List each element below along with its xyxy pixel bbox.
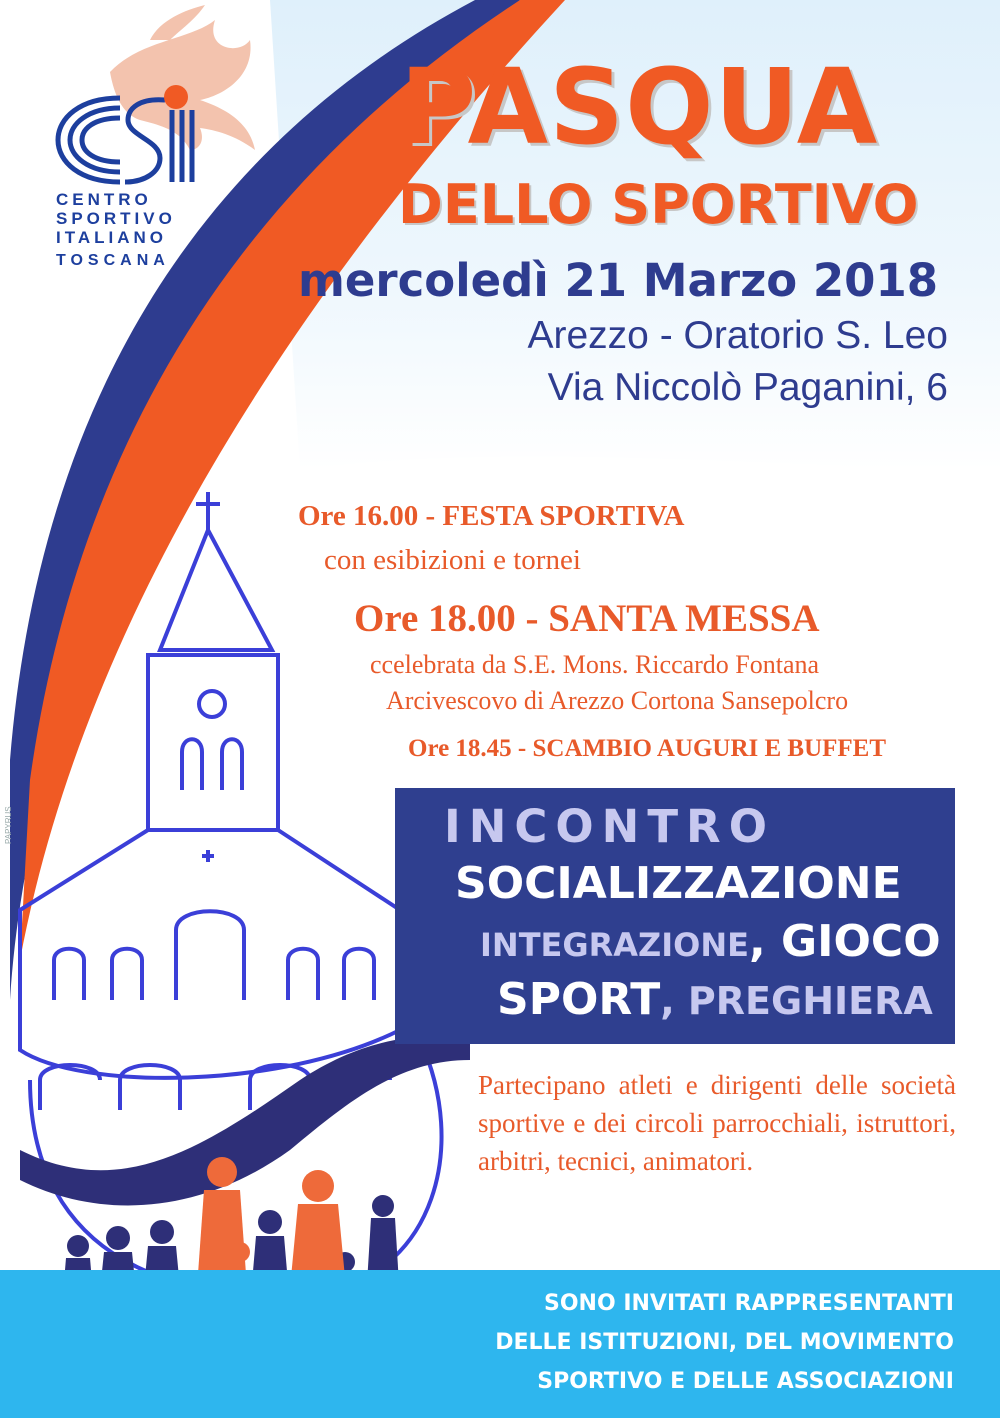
banner-line-socializzazione: SOCIALIZZAZIONE — [455, 858, 902, 909]
page-subtitle: DELLO SPORTIVO — [398, 173, 919, 236]
program-item-2-detail-1: ccelebrata da S.E. Mons. Riccardo Fontana — [370, 650, 820, 679]
banner-sport: SPORT — [497, 974, 661, 1025]
banner-line-4 — [497, 974, 933, 1025]
banner-line-incontro: INCONTRO — [444, 800, 775, 853]
logo-line-4: TOSCANA — [56, 252, 170, 269]
credit-text: PAPYRUS — [4, 806, 13, 844]
event-location: Arezzo - Oratorio S. Leo — [527, 314, 948, 357]
page-title: PASQUA — [400, 46, 879, 168]
logo-line-3: ITALIANO — [56, 228, 168, 247]
logo-line-2: SPORTIVO — [56, 209, 176, 228]
program-item-1-detail: con esibizioni e tornei — [324, 544, 581, 576]
program-item-3-title: Ore 18.45 - SCAMBIO AUGURI E BUFFET — [408, 735, 887, 762]
invite-line-3: SPORTIVO E DELLE ASSOCIAZIONI — [537, 1369, 954, 1394]
program-item-2-detail-2: Arcivescovo di Arezzo Cortona Sansepolcro — [386, 686, 849, 715]
invite-line-2: DELLE ISTITUZIONI, DEL MOVIMENTO — [495, 1330, 954, 1355]
event-address: Via Niccolò Paganini, 6 — [547, 366, 948, 409]
logo-text — [56, 190, 196, 270]
banner-gioco: , GIOCO — [749, 916, 941, 967]
banner-line-3 — [480, 916, 941, 967]
banner-preghiera: , PREGHIERA — [660, 979, 933, 1023]
participants-paragraph: Partecipano atleti e dirigenti delle società sportive e dei circoli parrocchiali, istruttori, arbitri, tecnici, animatori. — [478, 1070, 956, 1176]
event-date: mercoledì 21 Marzo 2018 — [298, 254, 939, 307]
invite-text — [495, 1284, 954, 1401]
program-item-2-title: Ore 18.00 - SANTA MESSA — [354, 597, 820, 640]
program-item-1-title: Ore 16.00 - FESTA SPORTIVA — [298, 500, 685, 532]
logo-line-1: CENTRO — [56, 190, 152, 209]
banner-integrazione: INTEGRAZIONE — [480, 926, 749, 964]
designer-credit — [0, 780, 30, 850]
invite-line-1: SONO INVITATI RAPPRESENTANTI — [544, 1291, 954, 1316]
